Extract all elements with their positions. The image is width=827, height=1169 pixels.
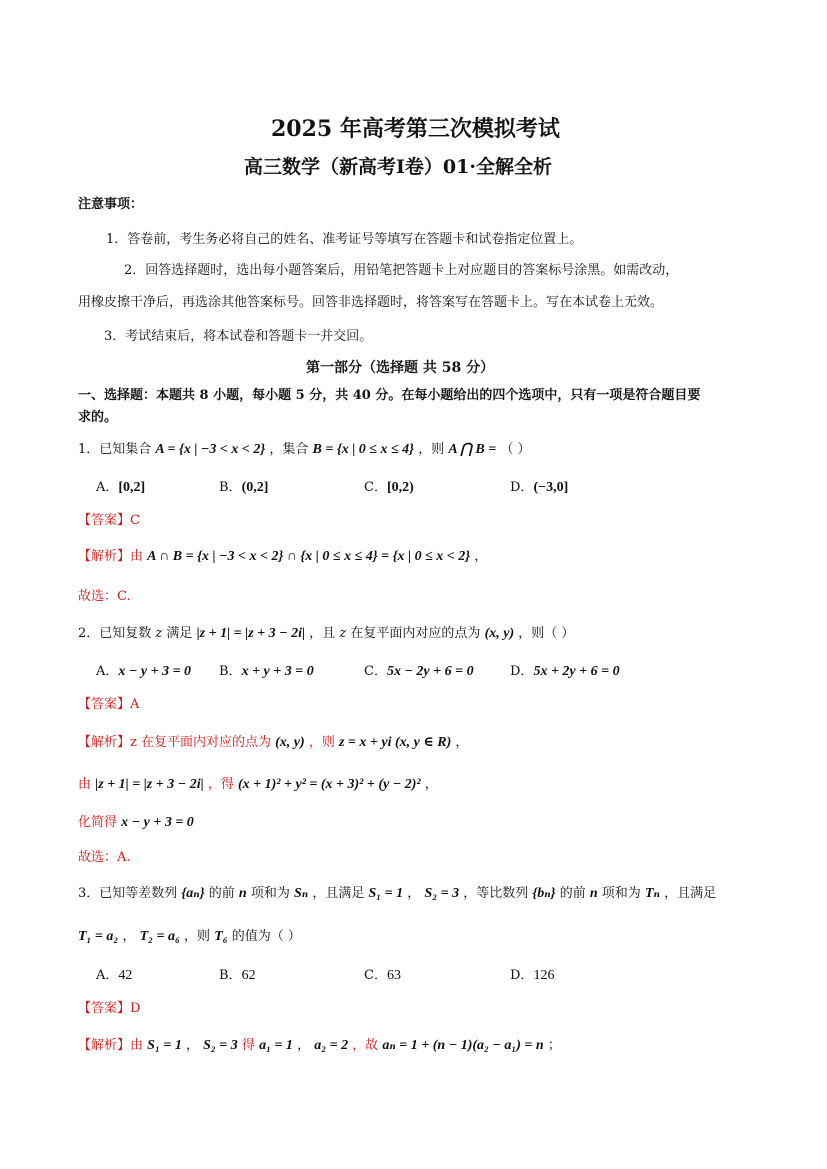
q2-stem-prefix: 2．已知复数 <box>78 626 152 641</box>
q2-option-b <box>219 660 314 680</box>
part1-instructions-b: 求的。 <box>78 410 118 425</box>
q1-option-a-label: A． <box>96 480 119 495</box>
q3-stem-mid4: ，等比数列 <box>463 886 529 901</box>
q1-stem-mid2: ，则 <box>418 442 445 457</box>
q2-analysis-line3 <box>78 811 194 831</box>
q2-analysis-line2 <box>78 773 438 793</box>
q1-analysis-label: 【解析】由 <box>78 549 144 564</box>
q2-stem-mid3: 在复平面内对应的点为 <box>350 626 481 641</box>
q2-a2-text2: ，得 <box>207 777 234 792</box>
q2-condition: |z + 1| = |z + 3 − 2i| <box>196 626 306 641</box>
q3-tn: Tₙ <box>644 886 660 901</box>
q2-option-a-label: A． <box>96 664 119 679</box>
q1-set-a: A = {x | −3 < x < 2} <box>155 442 266 457</box>
q2-a1-math2: z = x + yi (x, y ∈ R) <box>338 735 452 750</box>
q3-stem-mid2: 项和为 <box>250 886 290 901</box>
q3-option-c-value: 63 <box>386 968 401 983</box>
q2-option-c-value: 5x − 2y + 6 = 0 <box>386 664 474 679</box>
q3-stem-mid: 的前 <box>208 886 235 901</box>
q3-option-b-label: B． <box>219 968 242 983</box>
q3-stem-prefix: 3．已知等差数列 <box>78 886 178 901</box>
q3-a1-comma: ， <box>185 1038 199 1053</box>
q3-option-c-label: C． <box>364 968 387 983</box>
q2-a2-end: ， <box>424 777 438 792</box>
q3-option-d <box>510 964 554 984</box>
q2-a3-text: 化简得 <box>78 815 118 830</box>
q2-z-2: z <box>339 626 347 641</box>
q3-option-b-value: 62 <box>241 968 256 983</box>
notice-item-2a: 2．回答选择题时，选出每小题答案后，用铅笔把答题卡上对应题目的答案标号涂黑。如需改动， <box>124 263 679 278</box>
q2-a1-end: ， <box>455 735 469 750</box>
q2-analysis-line1 <box>78 731 468 751</box>
q3-a1-m2: S₂ = 3 <box>203 1038 238 1053</box>
q1-stem-mid: ，集合 <box>269 442 309 457</box>
q3-stem-line1 <box>78 882 716 902</box>
q1-answer: 【答案】C <box>78 513 140 528</box>
q3-option-b <box>219 964 256 984</box>
q2-option-d-label: D． <box>510 664 534 679</box>
exam-subtitle: 高三数学（新高考Ⅰ卷）01·全解全析 <box>244 156 552 178</box>
q3-a1-end: ； <box>547 1038 561 1053</box>
q2-option-c-label: C． <box>364 664 387 679</box>
q2-point: (x, y) <box>484 626 515 641</box>
q2-option-b-label: B． <box>219 664 242 679</box>
q1-option-b-label: B． <box>219 480 242 495</box>
q2-analysis-label: 【解析】 <box>78 735 131 750</box>
q3-a1-m5: aₙ = 1 + (n − 1)(a₂ − a₁) = n <box>382 1038 544 1053</box>
q2-conclusion: 故选：A. <box>78 850 131 865</box>
q2-option-d-value: 5x + 2y + 6 = 0 <box>533 664 620 679</box>
q3-seq-b: {bₙ} <box>532 886 556 901</box>
q3-option-c <box>364 964 401 984</box>
q1-set-b: B = {x | 0 ≤ x ≤ 4} <box>312 442 415 457</box>
q3-stem-mid8: ，则 <box>184 929 211 944</box>
q3-t1: T₁ = a₂ <box>78 929 119 944</box>
q3-option-a-label: A． <box>96 968 119 983</box>
q3-sn: Sₙ <box>293 886 309 901</box>
q1-option-c <box>364 476 414 496</box>
q1-option-c-label: C． <box>364 480 387 495</box>
q3-stem-mid5: 的前 <box>559 886 586 901</box>
q3-analysis-line1 <box>78 1034 561 1054</box>
q1-analysis-end: ， <box>474 549 488 564</box>
q3-a1-text3: ，故 <box>352 1038 379 1053</box>
q2-stem-mid: 满足 <box>166 626 193 641</box>
q3-a1-text2: 得 <box>241 1038 255 1053</box>
q3-n-2: n <box>589 886 598 901</box>
q3-t6: T₆ <box>214 929 228 944</box>
notice-item-3: 3．考试结束后，将本试卷和答题卡一并交回。 <box>104 329 373 344</box>
q3-option-a-value: 42 <box>118 968 133 983</box>
q2-a1-text2: ，则 <box>308 735 335 750</box>
q3-a1-m1: S₁ = 1 <box>147 1038 182 1053</box>
q2-a2-math2: (x + 1)² + y² = (x + 3)² + (y − 2)² <box>238 777 421 792</box>
q3-stem-mid3: ，且满足 <box>312 886 365 901</box>
part1-heading: 第一部分（选择题 共 58 分） <box>306 360 495 376</box>
q2-option-d <box>510 660 620 680</box>
q3-t2: T₂ = a₆ <box>139 929 180 944</box>
q2-a1-text: z 在复平面内对应的点为 <box>130 735 271 750</box>
q2-a1-math: (x, y) <box>275 735 305 750</box>
q2-stem-mid2: ，且 <box>309 626 336 641</box>
q1-stem-prefix: 1．已知集合 <box>78 442 152 457</box>
q3-s2: S₂ = 3 <box>424 886 460 901</box>
q1-conclusion: 故选：C. <box>78 589 131 604</box>
q3-comma: ， <box>407 886 421 901</box>
q1-option-a-value: [0,2] <box>118 480 146 495</box>
q3-option-a <box>96 964 132 984</box>
notice-heading: 注意事项： <box>78 197 144 212</box>
q2-a2-text: 由 <box>78 777 92 792</box>
q1-option-d-value: (−3,0] <box>533 480 569 495</box>
q2-option-c <box>364 660 474 680</box>
q3-n: n <box>238 886 247 901</box>
q3-a1-m4: a₂ = 2 <box>314 1038 349 1053</box>
q3-a1-comma-2: ， <box>297 1038 311 1053</box>
q3-stem-line2 <box>78 925 301 945</box>
q3-stem-mid7: ，且满足 <box>664 886 717 901</box>
part1-instructions-a: 一、选择题：本题共 8 小题，每小题 5 分，共 40 分。在每小题给出的四个选项中，只有一项是符合题目要 <box>78 388 701 403</box>
q1-option-a <box>96 476 145 496</box>
q3-option-d-label: D． <box>510 968 534 983</box>
q2-answer: 【答案】A <box>78 697 140 712</box>
q1-option-d-label: D． <box>510 480 534 495</box>
q3-s1: S₁ = 1 <box>368 886 404 901</box>
q2-stem <box>78 622 574 642</box>
q2-option-b-value: x + y + 3 = 0 <box>241 664 314 679</box>
q3-a1-text: 由 <box>130 1038 144 1053</box>
q3-a1-m3: a₁ = 1 <box>259 1038 293 1053</box>
q1-analysis-math: A ∩ B = {x | −3 < x < 2} ∩ {x | 0 ≤ x ≤ 4} = {x | 0 ≤ x < 2} <box>147 549 471 564</box>
q3-stem-mid6: 项和为 <box>601 886 641 901</box>
q1-option-c-value: [0,2) <box>386 480 414 495</box>
q2-a2-math: |z + 1| = |z + 3 − 2i| <box>95 777 204 792</box>
q3-answer: 【答案】D <box>78 1001 141 1016</box>
q3-option-d-value: 126 <box>533 968 555 983</box>
q2-z: z <box>155 626 163 641</box>
q1-option-d <box>510 476 568 496</box>
q2-stem-end: ，则（ ） <box>518 626 575 641</box>
q1-option-b <box>219 476 268 496</box>
q3-stem-end: 的值为（ ） <box>231 929 301 944</box>
q1-stem <box>78 438 531 458</box>
notice-item-2b: 用橡皮擦干净后，再选涂其他答案标号。回答非选择题时，将答案写在答题卡上。写在本试卷上无效。 <box>78 295 664 310</box>
q2-option-a <box>96 660 191 680</box>
q1-option-b-value: (0,2] <box>241 480 269 495</box>
q3-seq-a: {aₙ} <box>181 886 205 901</box>
q3-analysis-label: 【解析】 <box>78 1038 131 1053</box>
q3-comma-2: ， <box>122 929 136 944</box>
q1-ask: A ⋂ B = <box>448 442 497 457</box>
exam-title: 2025 年高考第三次模拟考试 <box>271 116 560 142</box>
q1-analysis <box>78 545 487 565</box>
q2-a3-math: x − y + 3 = 0 <box>121 815 194 830</box>
q1-stem-end: （ ） <box>500 442 531 457</box>
q2-option-a-value: x − y + 3 = 0 <box>118 664 192 679</box>
notice-item-1: 1．答卷前，考生务必将自己的姓名、准考证号等填写在答题卡和试卷指定位置上。 <box>106 232 583 247</box>
